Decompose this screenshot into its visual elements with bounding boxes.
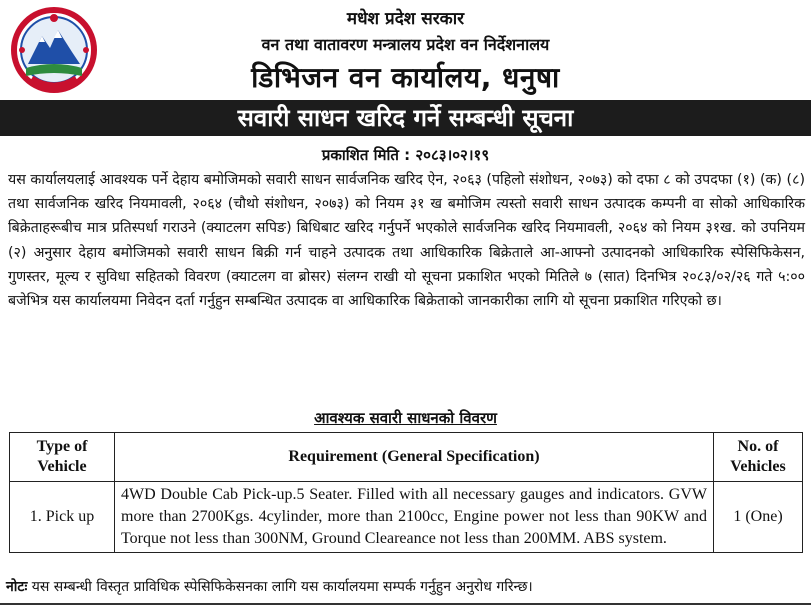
header-type-of-vehicle: Type of Vehicle — [10, 433, 115, 482]
header-requirement: Requirement (General Specification) — [115, 433, 714, 482]
note-text: यस सम्बन्धी विस्तृत प्राविधिक स्पेसिफिकेसनका लागि यस कार्यालयमा सम्पर्क गर्नुहुन अनुरोध गरिन्छ। — [27, 579, 533, 595]
government-name: मधेश प्रदेश सरकार — [346, 9, 465, 29]
office-name: डिभिजन वन कार्यालय, धनुषा — [251, 61, 560, 94]
note-label: नोटः — [6, 579, 28, 595]
table-row — [10, 482, 803, 553]
ministry-name: वन तथा वातावरण मन्त्रालय प्रदेश वन निर्देशनालय — [261, 35, 550, 54]
vehicle-spec-table — [9, 432, 803, 553]
requirement-cell: 4WD Double Cab Pick-up.5 Seater. Filled with all necessary gauges and indicators. GVW more than 2700Kgs. 4cylinder, more than 2100cc, Engine power not less than 90KW and Torque not less than 300NM, Ground Cleareance not less than 200MM. ABS system. — [115, 482, 714, 553]
footer-note — [6, 577, 806, 597]
table-header-row — [10, 433, 803, 482]
header-no-of-vehicles: No. of Vehicles — [714, 433, 803, 482]
publication-date: प्रकाशित मिति : २०८३।०२।१९ — [321, 146, 490, 164]
notice-title-banner: सवारी साधन खरिद गर्ने सम्बन्धी सूचना — [0, 100, 811, 136]
vehicle-type-cell: 1. Pick up — [10, 482, 115, 553]
notice-body: यस कार्यालयलाई आवश्यक पर्ने देहाय बमोजिमको सवारी साधन सार्वजनिक खरिद ऐन, २०६३ (पहिलो संशोधन, २०७३) को दफा ८ को उपदफा (१) (क) (८) तथा सार्वजनिक खरिद नियमावली, २०६४ (चौथो संशोधन, २०७३) को नियम ३१ ख बमोजिम त्यस्तो सवारी साधन उत्पादक कम्पनी वा सोको आधिकारिक बिक्रेताहरूबीच मात्र प्रतिस्पर्धा गराउने (क्याटलग सपिङ) बिधिबाट खरिद गर्नुपर्ने भएकोले सार्वजनिक खरिद नियमावली, २०६४ को नियम ३१ख. को उपनियम (२) अनुसार देहाय बमोजिमको सवारी साधन बिक्री गर्न चाहने उत्पादक तथा आधिकारिक बिक्रेताले आ-आफ्नो उत्पादनको आधिकारिक स्पेसिफिकेसन, गुणस्तर, मूल्य र सुविधा सहितको विवरण (क्याटलग वा ब्रोसर) संलग्न राखी यो सूचना प्रकाशित भएको मितिले ७ (सात) दिनभित्र २०८३/०२/२६ गते ५:०० बजेभित्र यस कार्यालयमा निवेदन दर्ता गर्नुहुन सम्बन्धित उत्पादक वा आधिकारिक बिक्रेताको जानकारीका लागि यो सूचना प्रकाशित गरिएको छ। — [8, 172, 805, 310]
table-title: आवश्यक सवारी साधनको विवरण — [314, 409, 497, 427]
bottom-divider — [0, 603, 811, 605]
quantity-cell: 1 (One) — [714, 482, 803, 553]
